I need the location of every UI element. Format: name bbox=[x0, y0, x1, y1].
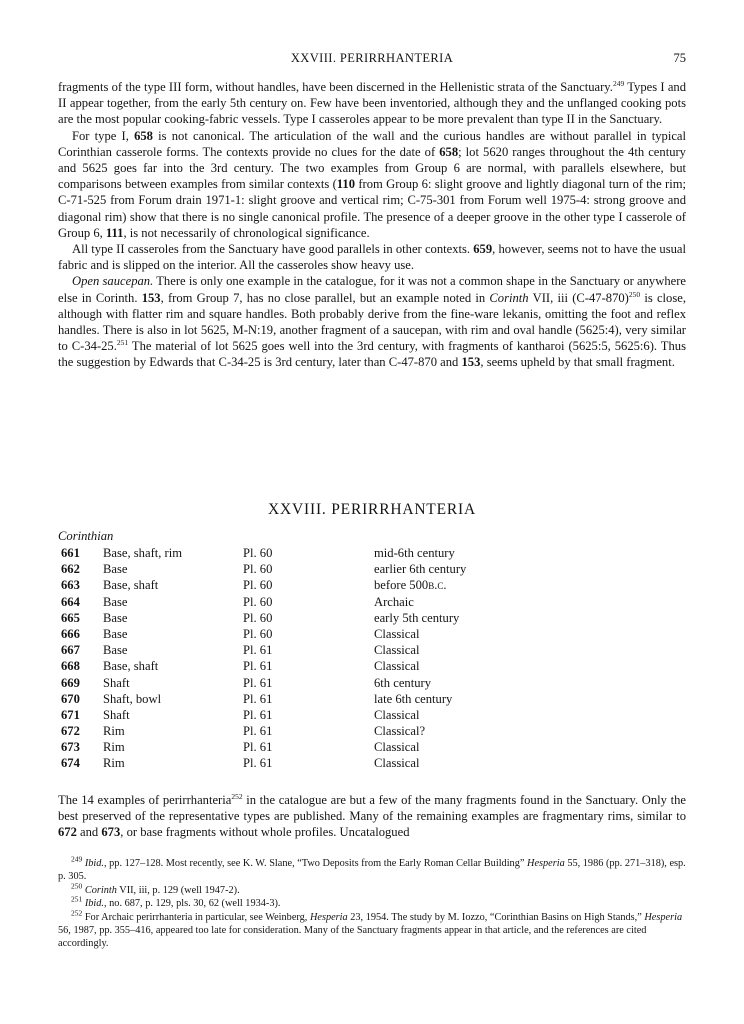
catalogue-plate: Pl. 61 bbox=[243, 707, 273, 722]
catalogue-row bbox=[58, 561, 686, 577]
footnote-ref-251[interactable]: 251 bbox=[116, 338, 129, 348]
catalogue-row bbox=[58, 739, 686, 755]
catalogue-date: Classical bbox=[374, 756, 420, 771]
catalogue-ref: 110 bbox=[336, 177, 355, 192]
body-text-top bbox=[58, 79, 686, 371]
catalogue-date: Classical bbox=[374, 740, 420, 755]
paragraph-casserole-types: fragments of the type III form, without handles, have been discerned in the Hellenistic strata of the Sanctuary.$^{249}$ Types I and II appear together, from the early 5th century on. Few have been inventoried, although they and the unflanged cooking pots are the most popular cooking-fabric vessels. Type I casseroles appear to be more prevalent than type II in the Sanctuary. bbox=[58, 78, 686, 127]
catalogue-number: 672 bbox=[61, 724, 80, 739]
catalogue-plate: Pl. 61 bbox=[243, 643, 273, 658]
catalogue-description: Shaft bbox=[103, 675, 130, 690]
catalogue-number: 673 bbox=[61, 740, 80, 755]
catalogue-description: Base bbox=[103, 626, 128, 641]
page-header bbox=[0, 51, 744, 69]
catalogue-plate: Pl. 60 bbox=[243, 594, 273, 609]
catalogue-plate: Pl. 60 bbox=[243, 626, 273, 641]
catalogue-plate: Pl. 60 bbox=[243, 610, 273, 625]
footnote-249: $^{249}$ Ibid., pp. 127–128. Most recently, see K. W. Slane, “Two Deposits from the Early Roman Cellar Building” Hesperia 55, 1986 (pp. 271–318), esp. p. 305. bbox=[58, 854, 686, 883]
catalogue-plate: Pl. 61 bbox=[243, 659, 273, 674]
catalogue-description: Base bbox=[103, 562, 128, 577]
catalogue-ref: 658 bbox=[134, 128, 153, 143]
catalogue-number: 661 bbox=[61, 546, 80, 560]
paragraph-type-one: For type I, 658 is not canonical. The articulation of the wall and the curious handles are without parallel in typical Corinthian casserole forms. The contexts provide no clues for the date of 658; lot 5620 ranges throughout the 4th century and 5625 goes far into the 3rd century. The two examples from Group 6 are normal, with parallels elsewhere, but comparisons between examples from similar contexts (110 from Group 6: slight groove and lightly diagonal turn of the rim; C-71-525 from Forum drain 1971-1: slight groove and vertical rim; C-75-301 from Forum well 1975-4: strong groove and diagonal rim) show that there is no single canonical profile. The presence of a deeper groove in the other type I casserole of Group 6, 111, is not necessarily of chronological significance. bbox=[58, 128, 687, 240]
catalogue-date: Classical bbox=[374, 643, 420, 658]
catalogue-description: Base bbox=[103, 610, 128, 625]
catalogue-date: earlier 6th century bbox=[374, 562, 467, 577]
catalogue-number: 665 bbox=[61, 610, 80, 625]
catalogue-plate: Pl. 61 bbox=[243, 675, 273, 690]
paragraph-open-saucepan: Open saucepan. There is only one example in the catalogue, for it was not a common shape in the Sanctuary or anywhere else in Corinth. 153, from Group 7, has no close parallel, but an example noted in Corinth VII, iii $(C-47-870)^{250}$ is close, although with flatter rim and square handles. Both probably derive from the fine-ware lekanis, omitting the foot and reflex handles. There is also in lot 5625, M-N:19, another fragment of a saucepan, with rim and oval handle (5625:4), very similar to C-34-25.$^{251}$ The material of lot 5625 goes well into the 3rd century, with fragments of kantharoi (5625:5, 5625:6). Thus the suggestion by Edwards that C-34-25 is 3rd century, later than C-47-870 and 153, seems upheld by that small fragment. bbox=[58, 274, 686, 370]
catalogue-description: Base, shaft bbox=[103, 659, 159, 674]
catalogue-row bbox=[58, 723, 686, 739]
footnote-252: $^{252}$ For Archaic perirrhanteria in particular, see Weinberg, Hesperia 23, 1954. The study by M. Iozzo, “Corinthian Basins on High Stands,” Hesperia 56, 1987, pp. 355–416, appeared too late for consideration. Many of the Sanctuary fragments appear in that article, and the references are cited accordingly. bbox=[58, 908, 683, 950]
catalogue-row bbox=[58, 691, 686, 707]
catalogue-description: Rim bbox=[103, 740, 125, 755]
catalogue-subtitle: Corinthian bbox=[58, 529, 114, 543]
catalogue-description: Base, shaft, rim bbox=[103, 546, 183, 560]
catalogue-ref: 153 bbox=[461, 355, 481, 370]
catalogue-number: 666 bbox=[61, 626, 80, 641]
catalogue-ref: 658 bbox=[439, 144, 459, 159]
footnotes bbox=[58, 854, 686, 951]
running-title: XXVIII. PERIRRHANTERIA bbox=[290, 51, 454, 65]
catalogue-ref: 659 bbox=[473, 242, 493, 257]
catalogue-plate: Pl. 60 bbox=[243, 562, 273, 577]
catalogue-date: Classical bbox=[374, 659, 420, 674]
catalogue-ref: 672 bbox=[58, 825, 77, 840]
catalogue-number: 667 bbox=[61, 643, 80, 658]
catalogue-date: early 5th century bbox=[374, 610, 460, 625]
catalogue-row bbox=[58, 755, 686, 771]
catalogue-row bbox=[58, 545, 686, 561]
catalogue-row bbox=[58, 675, 686, 691]
catalogue-row bbox=[58, 577, 686, 593]
catalogue-plate: Pl. 61 bbox=[243, 740, 273, 755]
section-title: XXVIII. PERIRRHANTERIA bbox=[268, 501, 476, 518]
catalogue-description: Base bbox=[103, 643, 128, 658]
catalogue-plate: Pl. 60 bbox=[243, 546, 273, 560]
catalogue-date: before 500 b.c. bbox=[374, 578, 447, 593]
catalogue-ref: 673 bbox=[101, 825, 121, 840]
catalogue-description: Rim bbox=[103, 756, 125, 771]
catalogue-plate: Pl. 61 bbox=[243, 724, 273, 739]
page-number: 75 bbox=[673, 51, 686, 65]
catalogue-date: 6th century bbox=[374, 675, 432, 690]
catalogue-description: Base bbox=[103, 594, 128, 609]
catalogue-row bbox=[58, 707, 686, 723]
run-in-heading: Open saucepan. bbox=[72, 274, 154, 289]
catalogue-number: 669 bbox=[61, 675, 80, 690]
catalogue-row bbox=[58, 642, 686, 658]
footnote-250: $^{250}$ Corinth VII, iii, p. 129 (well 1947-2). bbox=[71, 881, 240, 896]
catalogue-table bbox=[58, 545, 686, 772]
catalogue-plate: Pl. 60 bbox=[243, 578, 273, 593]
catalogue-date: Archaic bbox=[374, 594, 414, 609]
catalogue-number: 664 bbox=[61, 594, 80, 609]
catalogue-date: Classical bbox=[374, 626, 420, 641]
catalogue-ref: 153 bbox=[141, 290, 161, 305]
catalogue-date: Classical bbox=[374, 707, 420, 722]
footnote-ref-249[interactable]: 249 bbox=[612, 78, 625, 88]
catalogue-row bbox=[58, 594, 686, 610]
catalogue-date: Classical? bbox=[374, 724, 426, 739]
catalogue-number: 674 bbox=[61, 756, 80, 771]
catalogue-row bbox=[58, 626, 686, 642]
catalogue-number: 671 bbox=[61, 707, 80, 722]
catalogue-row bbox=[58, 610, 686, 626]
paragraph-perirrhanteria: The 14 examples of perirrhanteria$^{252}$ in the catalogue are but a few of the many fragments found in the Sanctuary. Only the best preserved of the representative types are published. Many of the remaining examples are fragmentary rims, similar to 672 and 673, or base fragments without whole profiles. Uncatalogued bbox=[58, 791, 687, 840]
paragraph-type-two: All type II casseroles from the Sanctuary have good parallels in other contexts. 659, however, seems not to have the usual fabric and is slipped on the interior. All the casseroles show heavy use. bbox=[58, 242, 686, 273]
footnote-ref-250[interactable]: 250 bbox=[628, 289, 641, 299]
footnote-ref-252[interactable]: 252 bbox=[231, 791, 243, 801]
catalogue-ref: 111 bbox=[105, 225, 124, 240]
catalogue-description: Shaft, bowl bbox=[103, 691, 162, 706]
catalogue-number: 662 bbox=[61, 562, 80, 577]
body-text-bottom bbox=[58, 792, 686, 841]
catalogue-plate: Pl. 61 bbox=[243, 691, 273, 706]
catalogue-description: Rim bbox=[103, 724, 125, 739]
catalogue-number: 668 bbox=[61, 659, 80, 674]
catalogue-description: Shaft bbox=[103, 707, 130, 722]
catalogue-date: mid-6th century bbox=[374, 546, 455, 560]
catalogue-number: 670 bbox=[61, 691, 80, 706]
catalogue-description: Base, shaft bbox=[103, 578, 159, 593]
catalogue-number: 663 bbox=[61, 578, 80, 593]
catalogue-date: late 6th century bbox=[374, 691, 453, 706]
catalogue-row bbox=[58, 658, 686, 674]
footnote-251: $^{251}$ Ibid., no. 687, p. 129, pls. 30, 62 (well 1934-3). bbox=[71, 894, 281, 910]
catalogue-plate: Pl. 61 bbox=[243, 756, 273, 771]
